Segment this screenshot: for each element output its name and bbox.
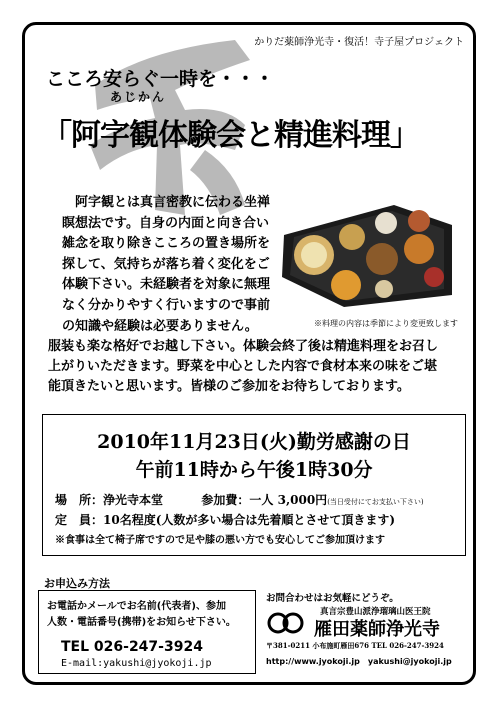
place-label: 場 所： xyxy=(55,493,104,507)
intro-line-3: 上がりいただきます。野菜を中心とした内容で食材本来の味をご堪 xyxy=(48,359,437,374)
intro-line-4: 能頂きたいと思います。皆様のご参加をお待ちしております。 xyxy=(48,379,410,394)
temple-crest-icon xyxy=(266,612,306,634)
capacity-row xyxy=(55,511,395,528)
apply-box xyxy=(38,590,256,674)
event-time: 午前11時から午後1時30分 xyxy=(135,459,373,481)
fee-value: 一人 3,000円 xyxy=(249,493,328,507)
title-ruby: あじかん xyxy=(110,90,167,104)
capacity-value: 10名程度(人数が多い場合は先着順とさせて頂きます) xyxy=(103,513,396,527)
fee-label: 参加費： xyxy=(201,493,250,507)
apply-email: E-mail:yakushi@jyokoji.jp xyxy=(61,658,212,669)
photo-caption: ※料理の内容は季節により変更致します xyxy=(314,319,458,328)
catchphrase: こころ安らぐ一時を・・・ xyxy=(46,68,275,90)
seating-note: ※食事は全て椅子席ですので足や膝の悪い方でも安心してご参加頂けます xyxy=(55,535,385,546)
capacity-label: 定 員： xyxy=(55,513,104,527)
intro-paragraph: 阿字観とは真言密教に伝わる坐禅瞑想法です。自身の内面と向き合い雑念を取り除きこころの置き場所を探して、気持ちが落ち着く変化をご体験下さい。未経験者を対象に無理なく分かりやすく行いますので事前 xyxy=(62,195,271,313)
event-title: 「阿字観体験会と精進料理」 xyxy=(42,118,419,153)
temple-name: 雁田薬師浄光寺 xyxy=(314,619,440,640)
temple-address: 〒381-0211 小布施町雁田676 TEL 026-247-3924 xyxy=(266,641,444,650)
apply-line-2: 人数・電話番号(携帯)をお知らせ下さい。 xyxy=(47,617,236,628)
event-date: 2010年11月23日(火)勤労感謝の日 xyxy=(97,431,411,453)
apply-instructions xyxy=(47,599,236,631)
intro-line-2: 服装も楽な格好でお越し下さい。体験会終了後は精進料理をお召し xyxy=(48,339,439,354)
apply-heading: お申込み方法 xyxy=(44,577,110,590)
temple-web-email: http://www.jyokoji.jp yakushi@jyokoji.jp xyxy=(266,657,452,666)
intro-line-1: の知識や経験は必要ありません。 xyxy=(62,319,258,334)
fee-note: (当日受付にてお支払い下さい) xyxy=(327,498,424,506)
event-info-box xyxy=(42,414,466,556)
apply-line-1: お電話かメールでお名前(代表者)、参加 xyxy=(47,601,226,612)
food-photo xyxy=(274,197,456,309)
project-name: かりだ薬師浄光寺・復活！寺子屋プロジェクト xyxy=(254,37,464,48)
place-fee-row xyxy=(55,491,424,508)
temple-sect: 真言宗豊山派浄瑠璃山医王院 xyxy=(320,607,431,617)
inquiry-text: お問合わせはお気軽にどうぞ。 xyxy=(266,593,399,604)
apply-phone: TEL 026-247-3924 xyxy=(61,639,203,655)
place-value: 浄光寺本堂 xyxy=(103,493,164,507)
